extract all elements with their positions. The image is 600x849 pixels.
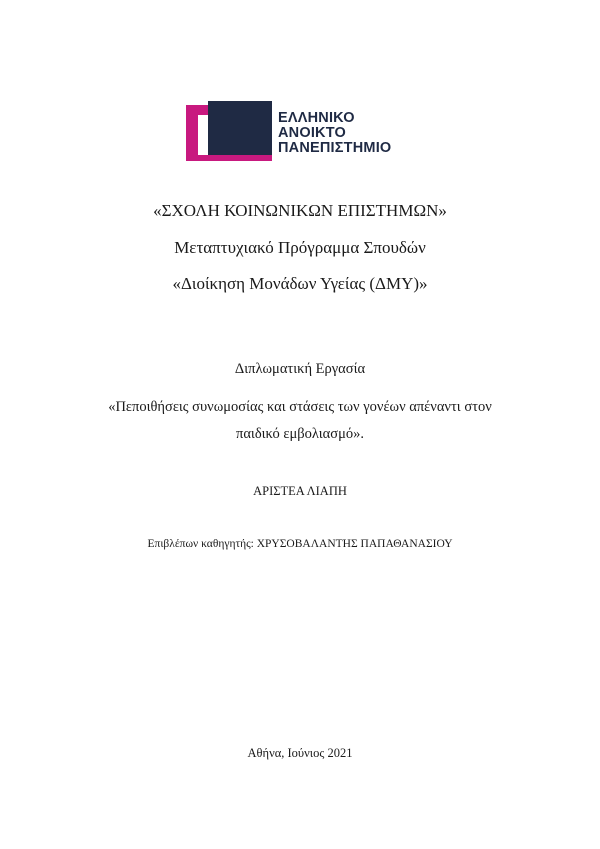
logo-line-1: ΕΛΛΗΝΙΚΟ (278, 110, 355, 126)
thesis-type: Διπλωματική Εργασία (234, 361, 366, 377)
university-logo (186, 101, 426, 163)
thesis-title-line-2: παιδικό εμβολιασμό». (236, 426, 364, 442)
place-date: Αθήνα, Ιούνιος 2021 (247, 746, 353, 760)
specialization-name: «Διοίκηση Μονάδων Υγείας (ΔΜΥ)» (172, 274, 428, 293)
thesis-title-line-1: «Πεποιθήσεις συνωμοσίας και στάσεις των γονέων απέναντι στον (108, 399, 492, 415)
logo-line-3: ΠΑΝΕΠΙΣΤΗΜΙΟ (278, 140, 392, 156)
logo-wordmark (278, 111, 391, 156)
school-name: «ΣΧΟΛΗ ΚΟΙΝΩΝΙΚΩΝ ΕΠΙΣΤΗΜΩΝ» (153, 201, 447, 220)
logo-line-2: ΑΝΟΙΚΤΟ (278, 125, 346, 141)
supervisor: Επιβλέπων καθηγητής: ΧΡΥΣΟΒΑΛΑΝΤΗΣ ΠΑΠΑΘΑΝΑΣΙΟΥ (147, 538, 453, 550)
logo-emblem-icon (186, 101, 278, 163)
program-name: Μεταπτυχιακό Πρόγραμμα Σπουδών (174, 238, 426, 257)
author-name: ΑΡΙΣΤΕΑ ΛΙΑΠΗ (253, 484, 347, 498)
